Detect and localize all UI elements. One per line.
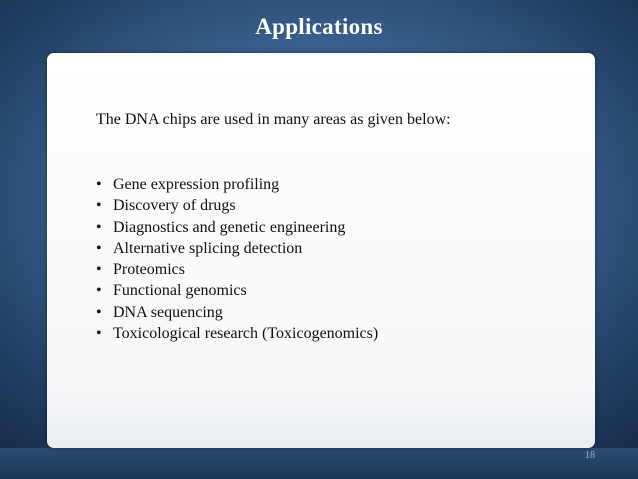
footer-band: [0, 448, 638, 479]
bullet-icon: •: [96, 282, 102, 300]
bullet-list: [96, 174, 378, 344]
list-item: [96, 280, 378, 301]
bullet-icon: •: [96, 261, 102, 279]
list-item: [96, 302, 378, 323]
list-item: [96, 323, 378, 344]
bullet-text: Discovery of drugs: [113, 197, 236, 215]
bullet-text: Toxicological research (Toxicogenomics): [113, 325, 379, 343]
bullet-icon: •: [96, 239, 102, 257]
list-item: [96, 238, 378, 259]
list-item: [96, 217, 378, 238]
bullet-text: DNA sequencing: [113, 303, 223, 321]
page-number: 18: [585, 450, 595, 461]
bullet-text: Alternative splicing detection: [113, 239, 303, 257]
bullet-text: Proteomics: [113, 261, 185, 279]
bullet-icon: •: [96, 197, 102, 215]
bullet-text: Diagnostics and genetic engineering: [113, 218, 346, 236]
list-item: [96, 174, 378, 195]
bullet-icon: •: [96, 218, 102, 236]
slide-title: Applications: [255, 14, 383, 39]
bullet-text: Gene expression profiling: [113, 176, 280, 193]
intro-text: The DNA chips are used in many areas as given below:: [96, 111, 451, 128]
bullet-icon: •: [96, 303, 102, 321]
bullet-text: Functional genomics: [113, 282, 247, 300]
list-item: [96, 195, 378, 216]
bullet-icon: •: [96, 325, 102, 343]
list-item: [96, 259, 378, 280]
bullet-icon: •: [96, 176, 102, 193]
